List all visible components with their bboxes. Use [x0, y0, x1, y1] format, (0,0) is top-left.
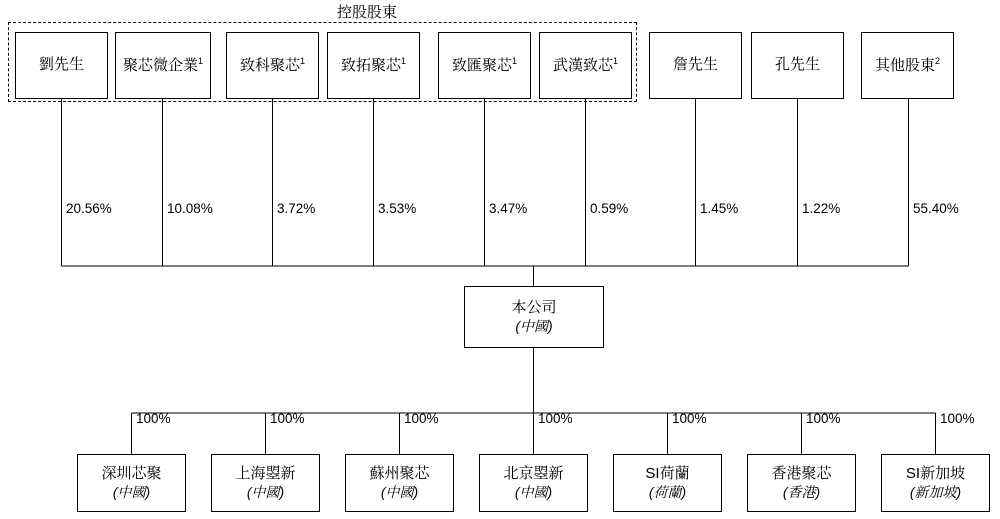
- subsidiary-jurisdiction-2: (中國): [380, 483, 419, 500]
- shareholder-box-7[interactable]: [751, 32, 844, 99]
- subsidiary-percent-1: 100%: [270, 411, 305, 426]
- shareholder-percent-7: 1.22%: [802, 201, 841, 216]
- shareholder-label-6: 詹先生: [672, 56, 718, 74]
- shareholder-label-2: 致科聚芯$^1$: [239, 55, 306, 74]
- shareholder-label-8: 其他股東$^2$: [874, 55, 941, 74]
- shareholder-label-4: 致匯聚芯$^1$: [451, 55, 518, 74]
- shareholder-box-1[interactable]: [115, 32, 211, 99]
- subsidiary-name-6: SI新加坡: [905, 465, 966, 483]
- subsidiary-jurisdiction-5: (香港): [782, 483, 821, 500]
- footnote-marker-2: 1: [300, 55, 306, 66]
- shareholder-box-0[interactable]: [15, 32, 108, 99]
- controlling-shareholder-group-label: 控股股東: [337, 4, 398, 21]
- shareholder-box-2[interactable]: [226, 32, 319, 99]
- shareholder-box-8[interactable]: [861, 32, 954, 99]
- footnote-marker-5: 1: [613, 55, 619, 66]
- subsidiary-box-1[interactable]: [211, 454, 320, 512]
- shareholder-percent-1: 10.08%: [167, 201, 213, 216]
- subsidiary-percent-4: 100%: [672, 411, 707, 426]
- company-jurisdiction: (中國): [515, 317, 553, 334]
- shareholder-box-5[interactable]: [539, 32, 632, 99]
- shareholder-percent-2: 3.72%: [277, 201, 316, 216]
- footnote-marker-8: 2: [935, 55, 941, 66]
- subsidiary-percent-0: 100%: [136, 411, 171, 426]
- shareholder-percent-3: 3.53%: [378, 201, 417, 216]
- shareholder-label-3: 致拓聚芯$^1$: [340, 55, 407, 74]
- subsidiary-name-1: 上海曌新: [235, 465, 296, 483]
- subsidiary-box-2[interactable]: [345, 454, 454, 512]
- subsidiary-jurisdiction-4: (荷蘭): [648, 483, 687, 500]
- footnote-marker-4: 1: [512, 55, 518, 66]
- subsidiary-name-4: SI荷蘭: [645, 465, 690, 483]
- footnote-marker-1: 1: [198, 55, 204, 66]
- subsidiary-percent-3: 100%: [538, 411, 573, 426]
- subsidiary-jurisdiction-0: (中國): [112, 483, 151, 500]
- shareholder-percent-0: 20.56%: [66, 201, 112, 216]
- subsidiary-jurisdiction-3: (中國): [514, 483, 553, 500]
- subsidiary-name-5: 香港聚芯: [771, 465, 832, 483]
- subsidiary-box-4[interactable]: [613, 454, 722, 512]
- subsidiary-name-3: 北京曌新: [503, 465, 564, 483]
- subsidiary-box-5[interactable]: [747, 454, 856, 512]
- shareholder-percent-8: 55.40%: [913, 201, 959, 216]
- shareholder-percent-4: 3.47%: [489, 201, 528, 216]
- shareholder-label-5: 武漢致芯$^1$: [552, 55, 619, 74]
- shareholder-label-0: 劉先生: [38, 56, 84, 74]
- subsidiary-name-2: 蘇州聚芯: [369, 465, 430, 483]
- company-box[interactable]: [464, 286, 604, 348]
- shareholder-percent-5: 0.59%: [590, 201, 629, 216]
- shareholder-label-1: 聚芯微企業$^1$: [122, 55, 204, 74]
- subsidiary-name-0: 深圳芯聚: [101, 465, 162, 483]
- subsidiary-box-6[interactable]: [881, 454, 990, 512]
- subsidiary-percent-6: 100%: [940, 411, 975, 426]
- subsidiary-jurisdiction-6: (新加坡): [909, 483, 962, 500]
- shareholder-box-4[interactable]: [438, 32, 531, 99]
- subsidiary-box-0[interactable]: [77, 454, 186, 512]
- shareholder-percent-6: 1.45%: [700, 201, 739, 216]
- subsidiary-percent-5: 100%: [806, 411, 841, 426]
- company-name: 本公司: [511, 299, 557, 317]
- shareholder-box-6[interactable]: [649, 32, 742, 99]
- shareholder-box-3[interactable]: [327, 32, 420, 99]
- shareholder-label-7: 孔先生: [774, 56, 820, 74]
- subsidiary-box-3[interactable]: [479, 454, 588, 512]
- footnote-marker-3: 1: [401, 55, 407, 66]
- subsidiary-percent-2: 100%: [404, 411, 439, 426]
- subsidiary-jurisdiction-1: (中國): [246, 483, 285, 500]
